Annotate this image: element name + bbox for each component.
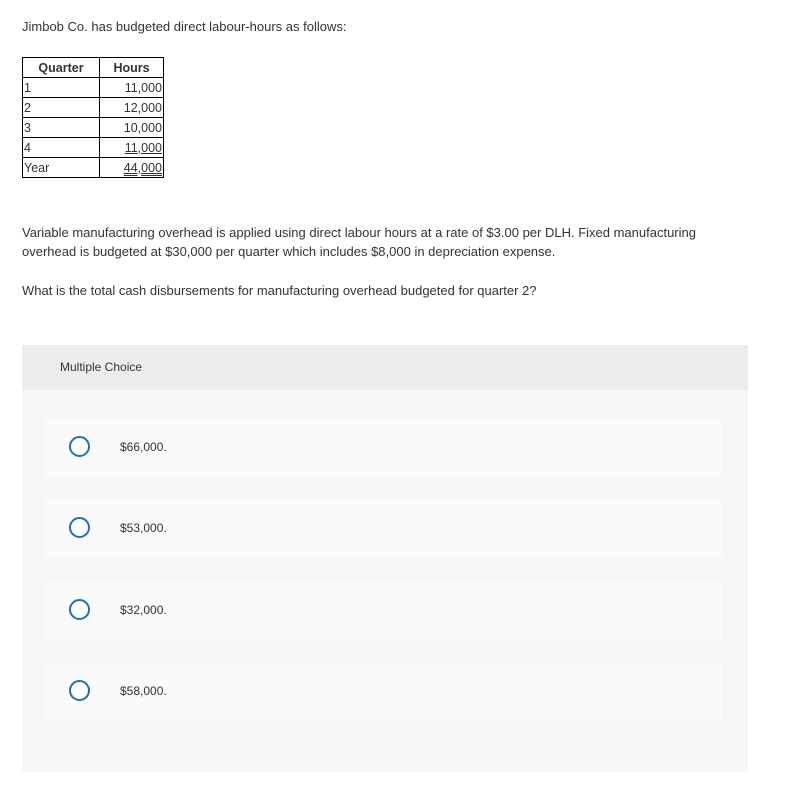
header-hours: Hours [100, 58, 164, 78]
quarter-cell: 4 [23, 138, 100, 158]
radio-button-icon[interactable] [69, 599, 90, 620]
hours-cell [100, 138, 164, 158]
choice-label: $32,000. [120, 603, 167, 617]
table-row [23, 98, 164, 118]
choice-label: $66,000. [120, 440, 167, 454]
table-row [23, 138, 164, 158]
choice-option-2[interactable] [45, 500, 722, 558]
hours-cell: 12,000 [100, 98, 164, 118]
choice-option-1[interactable] [45, 419, 722, 477]
radio-button-icon[interactable] [69, 680, 90, 701]
hours-cell: 10,000 [100, 118, 164, 138]
quarter-cell: 2 [23, 98, 100, 118]
hours-total-value: 44,000 [123, 160, 162, 175]
question-prompt: What is the total cash disbursements for manufacturing overhead budgeted for quarter 2? [22, 283, 537, 298]
question-paragraph: Variable manufacturing overhead is applied using direct labour hours at a rate of $3.00 per DLH. Fixed manufacturing overhead is budgeted at $30,000 per quarter which includes $8,000 in depreciation expense. [22, 225, 696, 259]
multiple-choice-header: Multiple Choice [22, 345, 748, 390]
hours-cell: 11,000 [100, 78, 164, 98]
choice-label: $53,000. [120, 521, 167, 535]
table-header-row [23, 58, 164, 78]
quarter-cell: 3 [23, 118, 100, 138]
choice-label: $58,000. [120, 684, 167, 698]
choice-option-3[interactable] [45, 582, 722, 640]
question-intro: Jimbob Co. has budgeted direct labour-hours as follows: [22, 19, 347, 34]
radio-button-icon[interactable] [69, 436, 90, 457]
table-row [23, 78, 164, 98]
choice-option-4[interactable] [45, 663, 722, 721]
table-row [23, 158, 164, 178]
multiple-choice-panel [22, 345, 748, 772]
radio-button-icon[interactable] [69, 517, 90, 538]
table-row [23, 118, 164, 138]
hours-value: 11,000 [124, 140, 162, 155]
labour-hours-table [22, 57, 164, 178]
quarter-cell: 1 [23, 78, 100, 98]
quarter-cell: Year [23, 158, 100, 178]
hours-cell [100, 158, 164, 178]
header-quarter: Quarter [23, 58, 100, 78]
